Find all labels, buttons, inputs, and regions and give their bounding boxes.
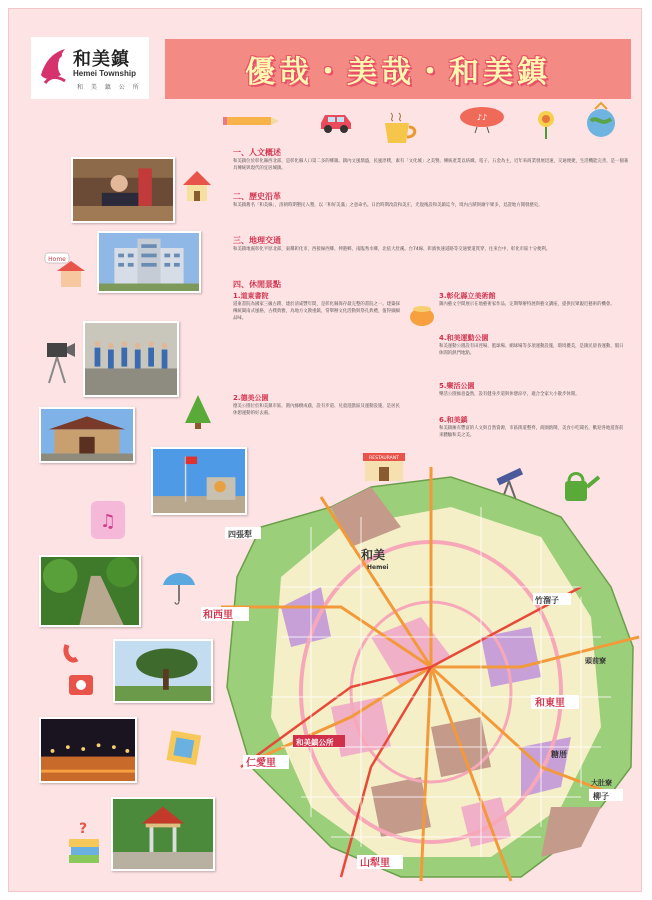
section-title-history: 二、歷史沿革 xyxy=(233,192,281,201)
spot-title-1: 1.道東書院 xyxy=(233,292,269,300)
banner-title: 優哉・美哉・和美鎮 xyxy=(245,55,551,90)
globe-icon xyxy=(581,101,621,141)
map-label-west xyxy=(201,607,249,621)
spot-title-6: 6.和美鎮 xyxy=(439,416,468,424)
map-label-far-se: 大肚寮 xyxy=(591,779,612,787)
svg-text:♪♪: ♪♪ xyxy=(476,113,488,122)
svg-text:四張犁: 四張犁 xyxy=(228,530,252,539)
spot-body-1: 道東書院為國家三級古蹟，建於清咸豐年間，是彰化縣保存最完整的書院之一。建築採傳統閩南式風格，古樸典雅，為地方文教重鎮，常舉辦文化活動與祭孔典禮，值得細細品味。 xyxy=(233,302,400,321)
svg-text:RESTAURANT: RESTAURANT xyxy=(369,456,399,461)
video-camera-icon xyxy=(43,335,79,385)
section-body-history: 和美鎮舊名「和美線」，清朝時期墾民入墾，以「和好美滿」之意命名。日治時期改設和美庄，光復後設和美鎮迄今，境內古蹟與廟宇眾多，見證地方開發歷史。 xyxy=(233,203,543,208)
section-body-culture: 和美鎮位於彰化縣西北部，是彰化縣人口第二多的鄉鎮。鎮內文風鼎盛，民風淳樸，素有「文化城」之美譽。傳統產業以紡織、電子、五金為主，近年來商業發展迅速，交通便捷，生活機能完善，是一個兼具傳統與現代的宜居城鎮。 xyxy=(233,159,629,171)
books-question-icon xyxy=(65,817,105,867)
hot-air-balloon-icon xyxy=(457,105,507,135)
map-label-south xyxy=(357,855,403,869)
official-portrait-photo xyxy=(71,157,175,223)
svg-text:竹溜子: 竹溜子 xyxy=(535,596,559,605)
spot-body-4: 和美運動公園設有田徑場、籃球場、網球場等多項運動設施，環境優美，是鎮民晨昏運動、假日休閒的熱門地點。 xyxy=(439,344,624,356)
picture-frame-icon xyxy=(165,727,205,769)
telephone-icon xyxy=(61,641,99,699)
spot-body-2: 德美公園位於和美鎮市區，園內綠樹成蔭，設有步道、兒童遊戲區及運動設施，是居民休憩運動的好去處。 xyxy=(233,404,400,416)
map-label-east2: 頭前寮 xyxy=(585,657,606,665)
svg-text:山犁里: 山犁里 xyxy=(360,858,390,869)
logo-tagline: 和 美 鎮 公 所 xyxy=(77,84,142,91)
map-label-east xyxy=(531,695,579,709)
night-scene-photo xyxy=(39,717,137,783)
coffee-cup-icon xyxy=(379,109,419,149)
house-icon xyxy=(179,167,215,203)
pavilion-photo xyxy=(111,797,215,871)
hemei-logo-icon xyxy=(37,45,69,89)
big-tree-photo xyxy=(113,639,213,703)
map-label-north-east xyxy=(533,593,571,605)
section-body-geography: 和美鎮地處彰化平原北部，東鄰彰化市，西接線西鄉、伸港鄉，南臨秀水鄉，北依大肚溪。台74線、彰濱快速道路等交通要道貫穿，往來台中、彰化市區十分便利。 xyxy=(233,247,551,252)
office-building-photo xyxy=(97,231,201,293)
svg-text:仁愛里: 仁愛里 xyxy=(246,758,276,769)
svg-text:Home: Home xyxy=(48,256,66,263)
spot-title-3: 3.彰化縣立美術館 xyxy=(439,292,496,300)
map-label-center-en: Hemei xyxy=(367,564,389,571)
township-map[interactable] xyxy=(203,467,639,881)
map-label-south-west xyxy=(243,755,289,769)
garden-path-photo xyxy=(39,555,141,627)
title-banner xyxy=(165,39,631,99)
umbrella-icon xyxy=(159,565,199,607)
spot-body-3: 鎮內藝文空間展示在地藝術家作品，定期舉辦特展與藝文講座，提供民眾親近藝術的機會。 xyxy=(439,302,615,307)
treasure-pot-icon xyxy=(407,299,437,329)
spot-title-4: 4.和美運動公園 xyxy=(439,334,489,342)
spot-body-5: 樂活公園綠意盎然，設有健身步道與休憩涼亭，適合全家大小散步休閒。 xyxy=(439,392,580,397)
section-title-geography: 三、地理交通 xyxy=(233,236,281,245)
map-label-center: 和美 xyxy=(361,548,386,562)
svg-text:♫: ♫ xyxy=(99,511,117,532)
township-logo xyxy=(31,37,149,99)
temple-photo xyxy=(39,407,135,463)
flower-icon xyxy=(529,107,563,141)
svg-text:?: ? xyxy=(79,821,88,837)
pine-tree-icon xyxy=(183,393,213,429)
spot-body-6: 和美鎮擁有豐富的人文與自然資源，市區街道整齊，商圈熱鬧，美食小吃聞名，歡迎各地遊客前來體驗和美之美。 xyxy=(439,426,624,438)
logo-name: 和美鎮 xyxy=(73,49,130,70)
svg-text:和美鎮公所: 和美鎮公所 xyxy=(296,738,334,747)
martial-arts-photo xyxy=(83,321,179,397)
map-label-far-se2 xyxy=(589,789,623,801)
section-title-attractions: 四、休閒景點 xyxy=(233,280,281,289)
svg-text:和西里: 和西里 xyxy=(203,610,233,621)
spot-title-2: 2.德美公園 xyxy=(233,394,269,402)
map-label-town-hall[interactable] xyxy=(293,735,345,747)
logo-english: Hemei Township xyxy=(73,69,136,78)
car-icon xyxy=(317,107,355,133)
map-label-south-east: 糖厝 xyxy=(551,750,567,759)
spot-title-5: 5.樂活公園 xyxy=(439,382,475,390)
map-label-north-west xyxy=(225,527,261,539)
svg-text:和東里: 和東里 xyxy=(535,698,565,709)
home-sign-icon xyxy=(43,249,89,289)
pencil-icon xyxy=(221,113,281,129)
poster xyxy=(8,8,642,892)
section-title-culture: 一、人文概述 xyxy=(233,148,281,157)
svg-text:柳子: 柳子 xyxy=(593,792,609,801)
music-notes-icon xyxy=(85,495,131,545)
